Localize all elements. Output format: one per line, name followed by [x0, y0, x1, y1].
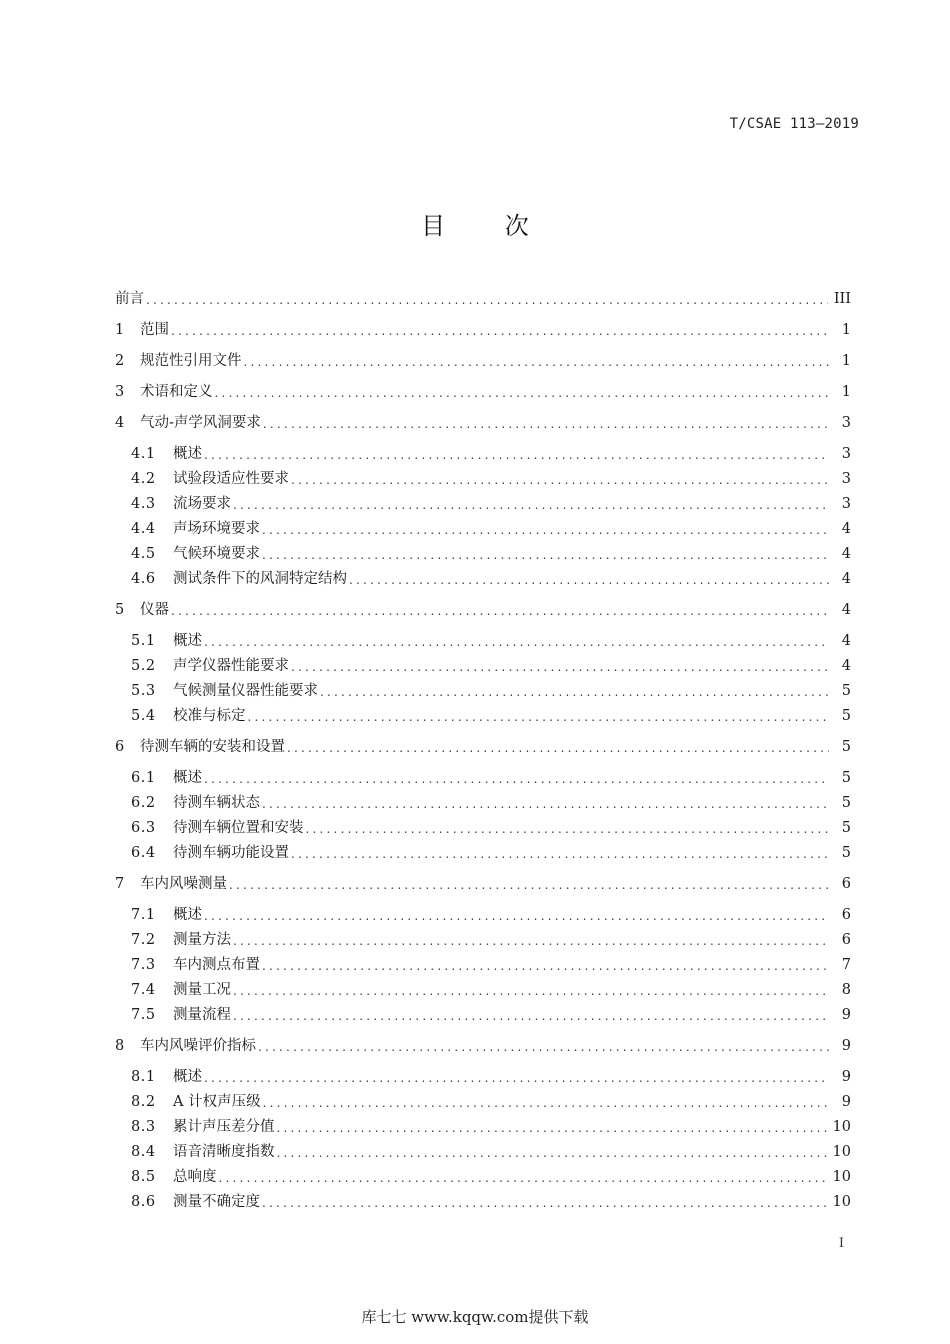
- toc-leader-dots: [262, 794, 829, 814]
- toc-entry[interactable]: [115, 736, 851, 758]
- toc-entry-label: 待测车辆的安装和设置: [140, 739, 285, 755]
- toc-entry-number: 4: [115, 415, 125, 431]
- toc-entry-label: 概述: [173, 446, 202, 462]
- toc-entry-number: 6.2: [131, 795, 156, 811]
- toc-entry-page: 3: [841, 496, 851, 512]
- toc-entry-label: 测量工况: [173, 982, 231, 998]
- toc-leader-dots: [146, 290, 828, 310]
- toc-entry-number: 2: [115, 353, 125, 369]
- toc-leader-dots: [263, 414, 829, 434]
- toc-leader-dots: [215, 383, 830, 403]
- toc-entry-number: 6.3: [131, 820, 156, 836]
- toc-entry[interactable]: [131, 1141, 851, 1163]
- toc-entry[interactable]: [131, 792, 851, 814]
- toc-entry-label: 范围: [140, 322, 169, 338]
- download-watermark: 库七七 www.kqqw.com提供下载: [361, 1308, 589, 1326]
- toc-entry-label: 概述: [173, 633, 202, 649]
- toc-entry-number: 7.5: [131, 1007, 156, 1023]
- toc-leader-dots: [204, 769, 829, 789]
- toc-entry[interactable]: [131, 979, 851, 1001]
- toc-leader-dots: [291, 657, 829, 677]
- toc-entry[interactable]: [115, 288, 851, 310]
- toc-entry[interactable]: [131, 543, 851, 565]
- toc-entry[interactable]: [115, 412, 851, 434]
- toc-entry-label: 概述: [173, 907, 202, 923]
- toc-entry-page: 10: [832, 1119, 851, 1135]
- toc-entry-number: 4.4: [131, 521, 156, 537]
- toc-entry-page: 5: [841, 683, 851, 699]
- toc-entry-label: 仪器: [140, 602, 169, 618]
- toc-entry-page: 1: [841, 322, 851, 338]
- toc-entry-number: 4.6: [131, 571, 156, 587]
- toc-entry-label: 车内测点布置: [173, 957, 260, 973]
- toc-entry[interactable]: [115, 350, 851, 372]
- toc-entry-page: 5: [841, 845, 851, 861]
- toc-entry-label: 测试条件下的风洞特定结构: [173, 571, 347, 587]
- toc-entry-number: 4.1: [131, 446, 156, 462]
- toc-entry-label: 气候环境要求: [173, 546, 260, 562]
- toc-leader-dots: [171, 321, 829, 341]
- toc-entry-number: 6.1: [131, 770, 156, 786]
- toc-entry-label: 规范性引用文件: [140, 353, 242, 369]
- toc-entry-number: 5.3: [131, 683, 156, 699]
- toc-leader-dots: [320, 682, 829, 702]
- toc-leader-dots: [262, 1193, 827, 1213]
- toc-entry-label: 气动-声学风洞要求: [140, 415, 261, 431]
- toc-entry-label: 概述: [173, 770, 202, 786]
- toc-entry-label: 术语和定义: [140, 384, 213, 400]
- toc-leader-dots: [204, 1068, 829, 1088]
- toc-entry-page: 7: [841, 957, 851, 973]
- toc-leader-dots: [349, 570, 829, 590]
- toc-entry[interactable]: [131, 954, 851, 976]
- toc-leader-dots: [244, 352, 830, 372]
- toc-entry-label: 待测车辆位置和安装: [173, 820, 304, 836]
- toc-leader-dots: [233, 931, 829, 951]
- toc-entry-label: 语音清晰度指数: [173, 1144, 275, 1160]
- toc-entry-page: 5: [841, 739, 851, 755]
- toc-entry-page: 3: [841, 471, 851, 487]
- toc-title: 目 次: [421, 212, 555, 240]
- toc-entry-page: 10: [832, 1194, 851, 1210]
- toc-entry-label: 车内风噪测量: [140, 876, 227, 892]
- toc-entry-label: A 计权声压级: [173, 1094, 261, 1110]
- toc-entry-page: 9: [841, 1094, 851, 1110]
- toc-entry[interactable]: [115, 599, 851, 621]
- toc-entry[interactable]: [131, 1091, 851, 1113]
- toc-entry-number: 3: [115, 384, 125, 400]
- toc-leader-dots: [262, 956, 829, 976]
- toc-entry[interactable]: [115, 873, 851, 895]
- toc-entry-number: 8.4: [131, 1144, 156, 1160]
- toc-entry-page: 6: [841, 932, 851, 948]
- toc-entry-page: 4: [841, 602, 851, 618]
- toc-entry-label: 累计声压差分值: [173, 1119, 275, 1135]
- toc-entry-page: 9: [841, 1007, 851, 1023]
- toc-entry-number: 1: [115, 322, 125, 338]
- toc-leader-dots: [229, 875, 829, 895]
- toc-entry-label: 概述: [173, 1069, 202, 1085]
- toc-entry[interactable]: [131, 630, 851, 652]
- toc-leader-dots: [291, 470, 829, 490]
- toc-entry-page: 6: [841, 876, 851, 892]
- page-number: I: [838, 1236, 844, 1251]
- toc-entry[interactable]: [131, 493, 851, 515]
- toc-leader-dots: [204, 632, 829, 652]
- toc-leader-dots: [287, 738, 829, 758]
- toc-leader-dots: [291, 844, 829, 864]
- toc-entry-number: 7: [115, 876, 125, 892]
- toc-entry[interactable]: [131, 1191, 851, 1213]
- toc-entry-number: 7.2: [131, 932, 156, 948]
- toc-entry[interactable]: [131, 655, 851, 677]
- toc-entry-label: 流场要求: [173, 496, 231, 512]
- toc-entry-page: 5: [841, 708, 851, 724]
- toc-entry-page: 1: [841, 384, 851, 400]
- toc-leader-dots: [277, 1118, 827, 1138]
- toc-entry[interactable]: [131, 929, 851, 951]
- toc-entry-label: 声学仪器性能要求: [173, 658, 289, 674]
- toc-entry[interactable]: [131, 904, 851, 926]
- toc-entry-number: 8.5: [131, 1169, 156, 1185]
- toc-entry-page: 6: [841, 907, 851, 923]
- toc-leader-dots: [277, 1143, 827, 1163]
- toc-leader-dots: [219, 1168, 827, 1188]
- toc-entry[interactable]: [115, 381, 851, 403]
- toc-entry-page: 4: [841, 658, 851, 674]
- toc-entry-number: 5.1: [131, 633, 156, 649]
- toc-entry-page: 4: [841, 546, 851, 562]
- toc-entry-page: 10: [832, 1144, 851, 1160]
- toc-entry-page: 5: [841, 820, 851, 836]
- toc-entry-page: 9: [841, 1069, 851, 1085]
- toc-entry-label: 车内风噪评价指标: [140, 1038, 256, 1054]
- toc-entry-label: 测量不确定度: [173, 1194, 260, 1210]
- toc-entry[interactable]: [131, 1004, 851, 1026]
- toc-entry-page: 4: [841, 571, 851, 587]
- toc-entry-number: 5.4: [131, 708, 156, 724]
- toc-entry-number: 7.4: [131, 982, 156, 998]
- toc-entry-label: 声场环境要求: [173, 521, 260, 537]
- document-code: T/CSAE 113—2019: [729, 116, 859, 132]
- toc-leader-dots: [258, 1037, 829, 1057]
- toc-entry-page: 8: [841, 982, 851, 998]
- toc-entry[interactable]: [131, 680, 851, 702]
- toc-entry-page: 9: [841, 1038, 851, 1054]
- toc-entry-page: III: [833, 291, 851, 307]
- toc-entry-number: 8.3: [131, 1119, 156, 1135]
- toc-entry-page: 5: [841, 795, 851, 811]
- toc-entry-number: 8.2: [131, 1094, 156, 1110]
- toc-entry-number: 8: [115, 1038, 125, 1054]
- toc-leader-dots: [233, 981, 829, 1001]
- toc-leader-dots: [306, 819, 830, 839]
- toc-entry-page: 5: [841, 770, 851, 786]
- toc-leader-dots: [171, 601, 829, 621]
- toc-entry-page: 4: [841, 521, 851, 537]
- toc-entry-label: 试验段适应性要求: [173, 471, 289, 487]
- toc-entry[interactable]: [115, 319, 851, 341]
- toc-entry-label: 测量流程: [173, 1007, 231, 1023]
- toc-leader-dots: [263, 1093, 829, 1113]
- toc-entry-page: 10: [832, 1169, 851, 1185]
- toc-entry-label: 气候测量仪器性能要求: [173, 683, 318, 699]
- toc-leader-dots: [233, 495, 829, 515]
- toc-entry[interactable]: [131, 705, 851, 727]
- toc-entry-page: 3: [841, 415, 851, 431]
- toc-leader-dots: [248, 707, 830, 727]
- toc-entry-label: 校准与标定: [173, 708, 246, 724]
- toc-leader-dots: [204, 445, 829, 465]
- toc-entry[interactable]: [131, 817, 851, 839]
- toc-entry[interactable]: [131, 767, 851, 789]
- toc-entry-page: 3: [841, 446, 851, 462]
- toc-entry[interactable]: [115, 1035, 851, 1057]
- toc-entry[interactable]: [131, 443, 851, 465]
- toc-entry-number: 8.1: [131, 1069, 156, 1085]
- toc-entry[interactable]: [131, 1166, 851, 1188]
- toc-entry[interactable]: [131, 568, 851, 590]
- toc-entry-label: 测量方法: [173, 932, 231, 948]
- toc-entry-label: 待测车辆功能设置: [173, 845, 289, 861]
- toc-entry-page: 4: [841, 633, 851, 649]
- toc-entry[interactable]: [131, 518, 851, 540]
- toc-entry[interactable]: [131, 842, 851, 864]
- toc-entry[interactable]: [131, 1116, 851, 1138]
- toc-entry-number: 4.3: [131, 496, 156, 512]
- toc-entry-number: 7.1: [131, 907, 156, 923]
- toc-entry[interactable]: [131, 468, 851, 490]
- toc-entry-label: 待测车辆状态: [173, 795, 260, 811]
- toc-entry-number: 4.2: [131, 471, 156, 487]
- toc-leader-dots: [262, 545, 829, 565]
- toc-entry-page: 1: [841, 353, 851, 369]
- toc-entry[interactable]: [131, 1066, 851, 1088]
- toc-entry-number: 8.6: [131, 1194, 156, 1210]
- toc-entry-number: 7.3: [131, 957, 156, 973]
- toc-entry-number: 5: [115, 602, 125, 618]
- toc-entry-number: 5.2: [131, 658, 156, 674]
- toc-entry-number: 4.5: [131, 546, 156, 562]
- toc-leader-dots: [204, 906, 829, 926]
- toc-leader-dots: [262, 520, 829, 540]
- toc-entry-label: 前言: [115, 291, 144, 307]
- toc-entry-number: 6: [115, 739, 125, 755]
- toc-entry-number: 6.4: [131, 845, 156, 861]
- toc-entry-label: 总响度: [173, 1169, 217, 1185]
- toc-leader-dots: [233, 1006, 829, 1026]
